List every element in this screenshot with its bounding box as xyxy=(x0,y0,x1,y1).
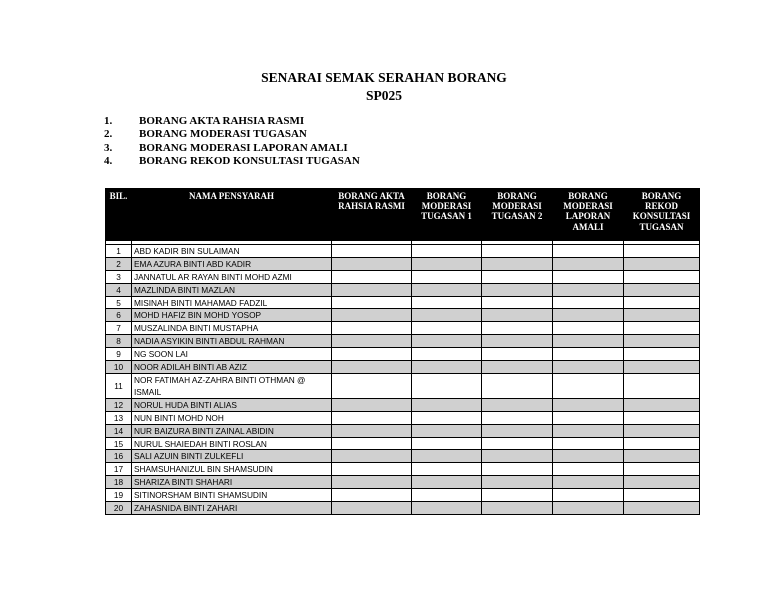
document-title: SENARAI SEMAK SERAHAN BORANG xyxy=(261,70,507,85)
row-bil: 10 xyxy=(106,361,132,374)
row-nama-pensyarah: ZAHASNIDA BINTI ZAHARI xyxy=(132,502,332,515)
row-nama-pensyarah: NG SOON LAI xyxy=(132,348,332,361)
row-nama-pensyarah: SALI AZUIN BINTI ZULKEFLI xyxy=(132,450,332,463)
row-nama-pensyarah: MAZLINDA BINTI MAZLAN xyxy=(132,283,332,296)
cell-moderasi-tugasan-2[interactable] xyxy=(482,270,553,283)
cell-moderasi-tugasan-1[interactable] xyxy=(412,437,482,450)
cell-akta-rahsia-rasmi[interactable] xyxy=(332,411,412,424)
table-body xyxy=(106,241,700,514)
cell-moderasi-tugasan-1[interactable] xyxy=(412,322,482,335)
cell-moderasi-laporan-amali[interactable] xyxy=(553,502,624,515)
cell-akta-rahsia-rasmi[interactable] xyxy=(332,373,412,398)
cell-rekod-konsultasi-tugasan[interactable] xyxy=(624,245,700,258)
table-row xyxy=(106,309,700,322)
cell-moderasi-tugasan-2[interactable] xyxy=(482,411,553,424)
header-moderasi-tugasan-2: BORANG MODERASI TUGASAN 2 xyxy=(482,189,553,242)
form-list-number: 4. xyxy=(104,154,113,167)
table-row xyxy=(106,348,700,361)
cell-moderasi-laporan-amali[interactable] xyxy=(553,257,624,270)
cell-rekod-konsultasi-tugasan[interactable] xyxy=(624,296,700,309)
row-bil: 16 xyxy=(106,450,132,463)
cell-akta-rahsia-rasmi[interactable] xyxy=(332,309,412,322)
table-row xyxy=(106,437,700,450)
cell-moderasi-laporan-amali[interactable] xyxy=(553,437,624,450)
cell-moderasi-tugasan-2[interactable] xyxy=(482,257,553,270)
cell-moderasi-laporan-amali[interactable] xyxy=(553,476,624,489)
cell-moderasi-laporan-amali[interactable] xyxy=(553,322,624,335)
row-nama-pensyarah: EMA AZURA BINTI ABD KADIR xyxy=(132,257,332,270)
row-bil: 17 xyxy=(106,463,132,476)
cell-rekod-konsultasi-tugasan[interactable] xyxy=(624,450,700,463)
row-bil: 20 xyxy=(106,502,132,515)
cell-rekod-konsultasi-tugasan[interactable] xyxy=(624,270,700,283)
cell-moderasi-tugasan-2[interactable] xyxy=(482,437,553,450)
cell-moderasi-laporan-amali[interactable] xyxy=(553,335,624,348)
cell-rekod-konsultasi-tugasan[interactable] xyxy=(624,361,700,374)
cell-akta-rahsia-rasmi[interactable] xyxy=(332,489,412,502)
document-subtitle: SP025 xyxy=(365,88,402,103)
cell-rekod-konsultasi-tugasan[interactable] xyxy=(624,476,700,489)
form-list xyxy=(104,115,360,168)
row-bil: 18 xyxy=(106,476,132,489)
cell-akta-rahsia-rasmi[interactable] xyxy=(332,463,412,476)
row-bil: 19 xyxy=(106,489,132,502)
cell-moderasi-tugasan-2[interactable] xyxy=(482,322,553,335)
cell-moderasi-laporan-amali[interactable] xyxy=(553,309,624,322)
row-bil: 15 xyxy=(106,437,132,450)
table-row xyxy=(106,335,700,348)
cell-rekod-konsultasi-tugasan[interactable] xyxy=(624,489,700,502)
row-bil: 3 xyxy=(106,270,132,283)
table-row xyxy=(106,283,700,296)
cell-moderasi-tugasan-1[interactable] xyxy=(412,348,482,361)
cell-akta-rahsia-rasmi[interactable] xyxy=(332,361,412,374)
table-row xyxy=(106,398,700,411)
cell-moderasi-tugasan-1[interactable] xyxy=(412,373,482,398)
table-row xyxy=(106,450,700,463)
cell-rekod-konsultasi-tugasan[interactable] xyxy=(624,502,700,515)
cell-rekod-konsultasi-tugasan[interactable] xyxy=(624,424,700,437)
cell-moderasi-laporan-amali[interactable] xyxy=(553,283,624,296)
header-rekod-konsultasi-tugasan: BORANG REKOD KONSULTASI TUGASAN xyxy=(624,189,700,242)
cell-akta-rahsia-rasmi[interactable] xyxy=(332,322,412,335)
form-list-item xyxy=(104,155,360,168)
cell-moderasi-laporan-amali[interactable] xyxy=(553,361,624,374)
cell-moderasi-tugasan-1[interactable] xyxy=(412,283,482,296)
cell-moderasi-laporan-amali[interactable] xyxy=(553,489,624,502)
table-row xyxy=(106,270,700,283)
row-bil: 11 xyxy=(106,373,132,398)
form-list-item xyxy=(104,142,360,155)
cell-moderasi-tugasan-1[interactable] xyxy=(412,450,482,463)
row-nama-pensyarah: MOHD HAFIZ BIN MOHD YOSOP xyxy=(132,309,332,322)
cell-moderasi-laporan-amali[interactable] xyxy=(553,270,624,283)
cell-moderasi-tugasan-2[interactable] xyxy=(482,335,553,348)
row-bil: 8 xyxy=(106,335,132,348)
table-row xyxy=(106,296,700,309)
row-nama-pensyarah: NADIA ASYIKIN BINTI ABDUL RAHMAN xyxy=(132,335,332,348)
row-bil: 12 xyxy=(106,398,132,411)
cell-moderasi-tugasan-1[interactable] xyxy=(412,502,482,515)
form-list-number: 2. xyxy=(104,128,113,141)
header-akta-rahsia-rasmi: BORANG AKTA RAHSIA RASMI xyxy=(332,189,412,242)
cell-moderasi-laporan-amali[interactable] xyxy=(553,373,624,398)
row-bil: 9 xyxy=(106,348,132,361)
cell-akta-rahsia-rasmi[interactable] xyxy=(332,270,412,283)
row-bil: 1 xyxy=(106,245,132,258)
cell-moderasi-tugasan-1[interactable] xyxy=(412,489,482,502)
table-header-row xyxy=(106,189,700,242)
cell-moderasi-laporan-amali[interactable] xyxy=(553,398,624,411)
cell-rekod-konsultasi-tugasan[interactable] xyxy=(624,348,700,361)
cell-akta-rahsia-rasmi[interactable] xyxy=(332,257,412,270)
row-nama-pensyarah: JANNATUL AR RAYAN BINTI MOHD AZMI xyxy=(132,270,332,283)
header-nama-pensyarah: NAMA PENSYARAH xyxy=(132,189,332,242)
checklist-table xyxy=(105,188,700,515)
form-list-number: 3. xyxy=(104,141,113,154)
cell-rekod-konsultasi-tugasan[interactable] xyxy=(624,398,700,411)
cell-moderasi-tugasan-1[interactable] xyxy=(412,411,482,424)
cell-moderasi-tugasan-1[interactable] xyxy=(412,309,482,322)
row-nama-pensyarah: SITINORSHAM BINTI SHAMSUDIN xyxy=(132,489,332,502)
row-nama-pensyarah: SHAMSUHANIZUL BIN SHAMSUDIN xyxy=(132,463,332,476)
cell-moderasi-tugasan-1[interactable] xyxy=(412,335,482,348)
cell-akta-rahsia-rasmi[interactable] xyxy=(332,437,412,450)
cell-rekod-konsultasi-tugasan[interactable] xyxy=(624,437,700,450)
row-nama-pensyarah: NUR BAIZURA BINTI ZAINAL ABIDIN xyxy=(132,424,332,437)
row-bil: 4 xyxy=(106,283,132,296)
cell-rekod-konsultasi-tugasan[interactable] xyxy=(624,411,700,424)
cell-rekod-konsultasi-tugasan[interactable] xyxy=(624,373,700,398)
cell-moderasi-laporan-amali[interactable] xyxy=(553,411,624,424)
form-list-label: BORANG AKTA RAHSIA RASMI xyxy=(139,115,305,127)
cell-akta-rahsia-rasmi[interactable] xyxy=(332,296,412,309)
cell-moderasi-tugasan-1[interactable] xyxy=(412,476,482,489)
form-list-label: BORANG MODERASI TUGASAN xyxy=(139,128,307,141)
table-row xyxy=(106,245,700,258)
cell-moderasi-laporan-amali[interactable] xyxy=(553,450,624,463)
cell-moderasi-tugasan-1[interactable] xyxy=(412,361,482,374)
table-row xyxy=(106,322,700,335)
cell-akta-rahsia-rasmi[interactable] xyxy=(332,476,412,489)
cell-rekod-konsultasi-tugasan[interactable] xyxy=(624,335,700,348)
cell-moderasi-tugasan-1[interactable] xyxy=(412,296,482,309)
cell-moderasi-tugasan-1[interactable] xyxy=(412,398,482,411)
row-bil: 6 xyxy=(106,309,132,322)
table-row xyxy=(106,502,700,515)
table-row xyxy=(106,373,700,398)
form-list-item xyxy=(104,115,360,128)
cell-akta-rahsia-rasmi[interactable] xyxy=(332,335,412,348)
cell-moderasi-laporan-amali[interactable] xyxy=(553,245,624,258)
cell-rekod-konsultasi-tugasan[interactable] xyxy=(624,309,700,322)
cell-moderasi-tugasan-1[interactable] xyxy=(412,257,482,270)
cell-moderasi-tugasan-2[interactable] xyxy=(482,348,553,361)
table-row xyxy=(106,361,700,374)
cell-moderasi-tugasan-1[interactable] xyxy=(412,270,482,283)
cell-moderasi-tugasan-2[interactable] xyxy=(482,309,553,322)
cell-moderasi-tugasan-2[interactable] xyxy=(482,502,553,515)
cell-moderasi-laporan-amali[interactable] xyxy=(553,348,624,361)
row-bil: 14 xyxy=(106,424,132,437)
cell-moderasi-tugasan-2[interactable] xyxy=(482,296,553,309)
cell-moderasi-tugasan-1[interactable] xyxy=(412,424,482,437)
cell-moderasi-tugasan-2[interactable] xyxy=(482,489,553,502)
cell-akta-rahsia-rasmi[interactable] xyxy=(332,283,412,296)
header-moderasi-tugasan-1: BORANG MODERASI TUGASAN 1 xyxy=(412,189,482,242)
row-nama-pensyarah: NOR FATIMAH AZ-ZAHRA BINTI OTHMAN @ ISMAIL xyxy=(132,373,332,398)
row-nama-pensyarah: MISINAH BINTI MAHAMAD FADZIL xyxy=(132,296,332,309)
cell-akta-rahsia-rasmi[interactable] xyxy=(332,398,412,411)
form-list-label: BORANG REKOD KONSULTASI TUGASAN xyxy=(139,154,360,167)
table-row xyxy=(106,489,700,502)
header-bil: BIL. xyxy=(106,189,132,242)
cell-akta-rahsia-rasmi[interactable] xyxy=(332,502,412,515)
row-nama-pensyarah: SHARIZA BINTI SHAHARI xyxy=(132,476,332,489)
cell-akta-rahsia-rasmi[interactable] xyxy=(332,424,412,437)
row-nama-pensyarah: NOOR ADILAH BINTI AB AZIZ xyxy=(132,361,332,374)
cell-rekod-konsultasi-tugasan[interactable] xyxy=(624,322,700,335)
cell-moderasi-tugasan-1[interactable] xyxy=(412,245,482,258)
cell-moderasi-tugasan-2[interactable] xyxy=(482,463,553,476)
cell-moderasi-tugasan-2[interactable] xyxy=(482,373,553,398)
row-nama-pensyarah: ABD KADIR BIN SULAIMAN xyxy=(132,245,332,258)
cell-moderasi-tugasan-2[interactable] xyxy=(482,361,553,374)
row-bil: 5 xyxy=(106,296,132,309)
row-nama-pensyarah: MUSZALINDA BINTI MUSTAPHA xyxy=(132,322,332,335)
table-row xyxy=(106,257,700,270)
row-bil: 7 xyxy=(106,322,132,335)
row-nama-pensyarah: NORUL HUDA BINTI ALIAS xyxy=(132,398,332,411)
table-row xyxy=(106,463,700,476)
cell-rekod-konsultasi-tugasan[interactable] xyxy=(624,283,700,296)
row-bil: 2 xyxy=(106,257,132,270)
form-list-item xyxy=(104,128,360,141)
row-nama-pensyarah: NURUL SHAIEDAH BINTI ROSLAN xyxy=(132,437,332,450)
cell-moderasi-laporan-amali[interactable] xyxy=(553,296,624,309)
header-moderasi-laporan-amali: BORANG MODERASI LAPORAN AMALI xyxy=(553,189,624,242)
cell-moderasi-laporan-amali[interactable] xyxy=(553,424,624,437)
form-list-number: 1. xyxy=(104,115,113,127)
cell-rekod-konsultasi-tugasan[interactable] xyxy=(624,463,700,476)
row-nama-pensyarah: NUN BINTI MOHD NOH xyxy=(132,411,332,424)
table-row xyxy=(106,411,700,424)
cell-moderasi-tugasan-2[interactable] xyxy=(482,398,553,411)
cell-moderasi-tugasan-2[interactable] xyxy=(482,283,553,296)
cell-moderasi-tugasan-1[interactable] xyxy=(412,463,482,476)
cell-moderasi-tugasan-2[interactable] xyxy=(482,476,553,489)
table-row xyxy=(106,424,700,437)
cell-moderasi-tugasan-2[interactable] xyxy=(482,424,553,437)
cell-akta-rahsia-rasmi[interactable] xyxy=(332,348,412,361)
cell-rekod-konsultasi-tugasan[interactable] xyxy=(624,257,700,270)
form-list-label: BORANG MODERASI LAPORAN AMALI xyxy=(139,141,348,154)
table-row xyxy=(106,476,700,489)
row-bil: 13 xyxy=(106,411,132,424)
cell-akta-rahsia-rasmi[interactable] xyxy=(332,245,412,258)
cell-akta-rahsia-rasmi[interactable] xyxy=(332,450,412,463)
cell-moderasi-tugasan-2[interactable] xyxy=(482,245,553,258)
cell-moderasi-tugasan-2[interactable] xyxy=(482,450,553,463)
cell-moderasi-laporan-amali[interactable] xyxy=(553,463,624,476)
